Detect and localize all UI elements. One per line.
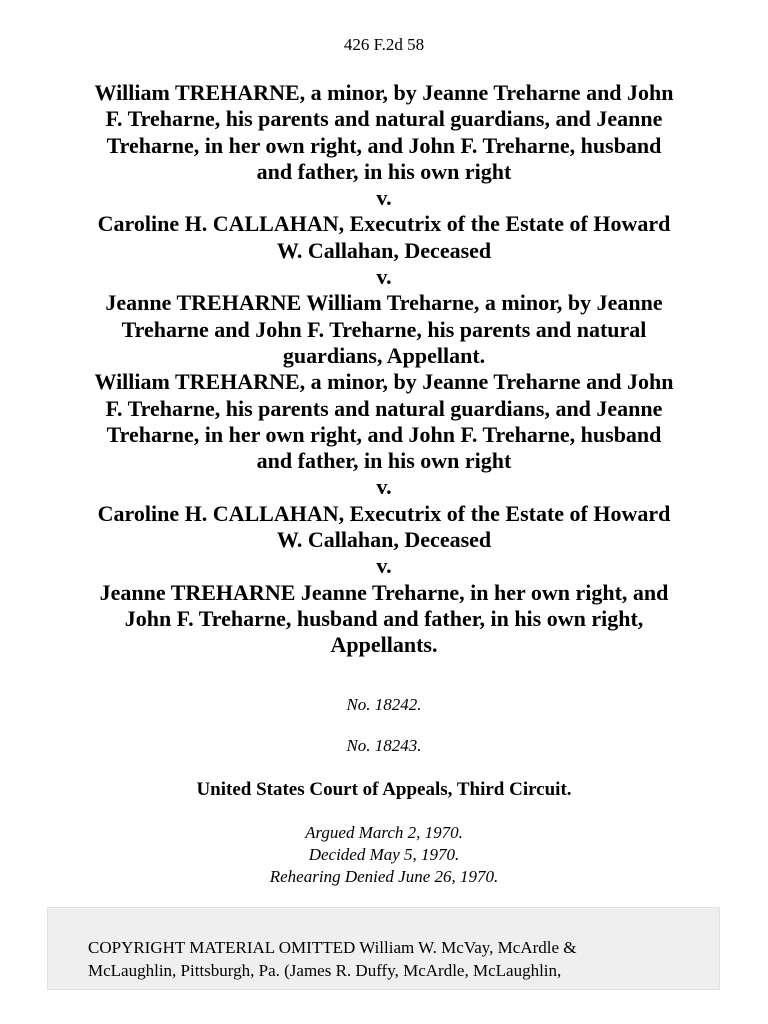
caption-line: Treharne, in her own right, and John F. Treharne, husband — [106, 132, 662, 158]
caption-line: F. Treharne, his parents and natural guardians, and Jeanne — [105, 106, 663, 132]
citation: 426 F.2d 58 — [343, 35, 425, 54]
counsel-text — [88, 936, 688, 982]
caption-line: and father, in his own right — [256, 448, 512, 474]
caption-line: John F. Treharne, husband and father, in his own right, — [124, 605, 644, 631]
case-caption — [40, 80, 728, 659]
caption-line: F. Treharne, his parents and natural guardians, and Jeanne — [105, 395, 663, 421]
caption-line: W. Callahan, Deceased — [276, 237, 492, 263]
counsel-box — [47, 907, 720, 990]
caption-line: Treharne and John F. Treharne, his parents and natural — [121, 316, 647, 342]
argued-date: Argued March 2, 1970. — [305, 823, 463, 842]
docket-number-2: No. 18243. — [346, 736, 422, 755]
counsel-line: COPYRIGHT MATERIAL OMITTED William W. McVay, McArdle & — [88, 938, 577, 957]
caption-line: Caroline H. CALLAHAN, Executrix of the Estate of Howard — [97, 211, 671, 237]
caption-line: William TREHARNE, a minor, by Jeanne Treharne and John — [94, 80, 674, 105]
caption-versus: v. — [376, 474, 392, 500]
caption-line: W. Callahan, Deceased — [276, 527, 492, 553]
caption-line: and father, in his own right — [256, 158, 512, 184]
caption-versus: v. — [376, 553, 392, 579]
decided-date: Decided May 5, 1970. — [308, 845, 460, 864]
caption-line: Caroline H. CALLAHAN, Executrix of the Estate of Howard — [97, 500, 671, 526]
caption-line: William TREHARNE, a minor, by Jeanne Treharne and John — [94, 369, 674, 395]
counsel-line: McLaughlin, Pittsburgh, Pa. (James R. Duffy, McArdle, McLaughlin, — [88, 961, 562, 980]
caption-versus: v. — [376, 185, 392, 211]
caption-line: Appellants. — [330, 632, 438, 658]
caption-line: Jeanne TREHARNE Jeanne Treharne, in her own right, and — [99, 579, 669, 605]
caption-line: guardians, Appellant. — [282, 342, 486, 368]
rehearing-date: Rehearing Denied June 26, 1970. — [269, 867, 499, 886]
caption-line: Jeanne TREHARNE William Treharne, a minor, by Jeanne — [105, 290, 663, 316]
docket-number-1: No. 18242. — [346, 695, 422, 714]
caption-versus: v. — [376, 264, 392, 290]
caption-line: Treharne, in her own right, and John F. Treharne, husband — [106, 421, 662, 447]
court-name: United States Court of Appeals, Third Circuit. — [196, 779, 572, 800]
case-dates — [0, 822, 768, 888]
